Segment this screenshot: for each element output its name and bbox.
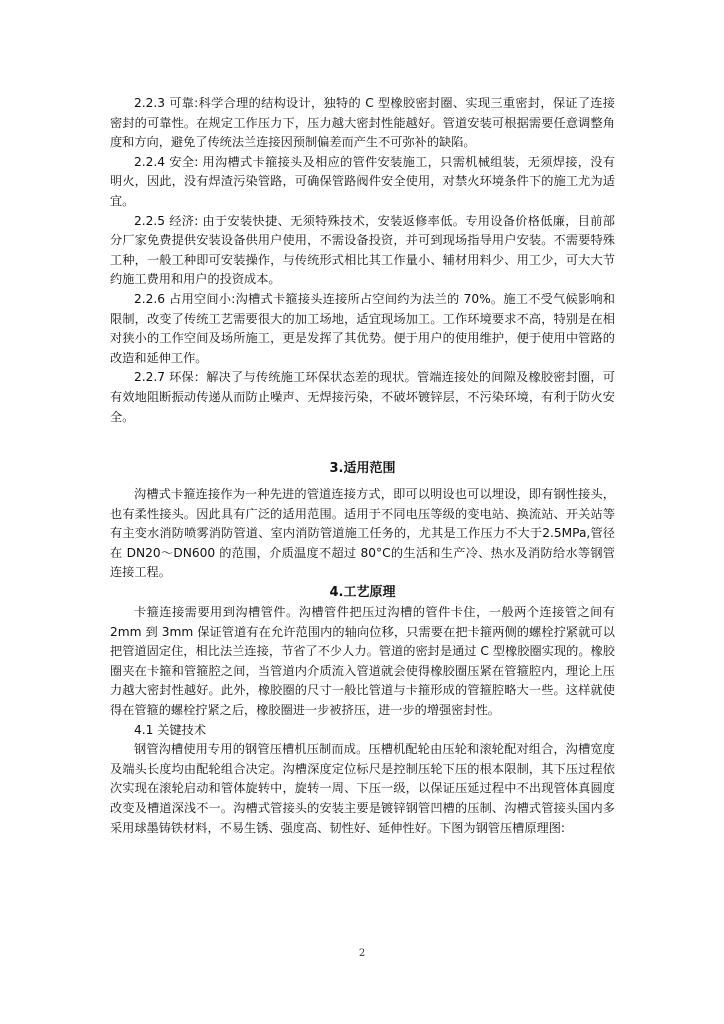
page-number: 2 — [358, 948, 366, 959]
paragraph-scope: 沟槽式卡箍连接作为一种先进的管道连接方式，即可以明设也可以埋设，即有钢性接头，也有柔性接头。因此具有广泛的适用范围。适用于不同电压等级的变电站、换流站、开关站等有主变水消防喷雾消防管道、室内消防管道施工任务的，尤其是工作压力不大于2.5MPa,管径在 DN20〜DN600 的范围，介质温度不超过 80°C的生活和生产冷、热水及消防给水等钢管连接工程。 — [110, 487, 615, 580]
section-heading-scope: 3.适用范围 — [329, 461, 396, 477]
paragraph-key-technology: 钢管沟槽使用专用的钢管压槽机压制而成。压槽机配轮由压轮和滚轮配对组合，沟槽宽度及端头长度均由配轮组合决定。沟槽深度定位标尺是控制压轮下压的根本限制，其下压过程依次实现在滚轮启动和管体旋转中，旋转一周、下压一级，以保证压延过程中不出现管体真圆度改变及槽道深浅不一。沟槽式管接头的安装主要是镀锌钢管凹槽的压制、沟槽式管接头国内多采用球墨铸铁材料，不易生锈、强度高、韧性好、延伸性好。下图为钢管压槽原理图: — [110, 742, 615, 835]
paragraph-space: 2.2.6 占用空间小:沟槽式卡箍接头连接所占空间约为法兰的 70%。施工不受气候影响和限制，改变了传统工艺需要很大的加工场地，适宜现场加工。工作环境要求不高，特别是在相对狭小的工作空间及场所施工，更是发挥了其优势。便于用户的使用维护，便于使用中管路的改造和延伸工作。 — [110, 291, 615, 365]
paragraph-environment: 2.2.7 环保：解决了与传统施工环保状态差的现状。管端连接处的间隙及橡胶密封圈，可有效地阻断振动传递从而防止噪声、无焊接污染，不破坏镀锌层，不污染环境，有利于防火安全。 — [110, 370, 615, 424]
subheading-key-technology: 4.1 关键技术 — [134, 722, 207, 737]
section-heading-principle: 4.工艺原理 — [329, 585, 396, 601]
paragraph-safety: 2.2.4 安全: 用沟槽式卡箍接头及相应的管件安装施工，只需机械组装，无须焊接，没有明火，因此，没有焊渣污染管路，可确保管路阀件安全使用，对禁火环境条件下的施工尤为适宜。 — [110, 154, 615, 208]
document-body — [110, 94, 615, 838]
paragraph-principle: 卡箍连接需要用到沟槽管件。沟槽管件把压过沟槽的管件卡住，一般两个连接管之间有 2mm 到 3mm 保证管道有在允许范围内的轴向位移，只需要在把卡箍两侧的螺栓拧紧就可以把管道固定住，相比法兰连接，节省了不少人力。管道的密封是通过 C 型橡胶圈实现的。橡胶圈夹在卡箍和管箍腔之间，当管道内介质流入管道就会使得橡胶圈压紧在管箍腔内，理论上压力越大密封性越好。此外，橡胶圈的尺寸一般比管道与卡箍形成的管箍腔略大一些。这样就使得在管箍的螺栓拧紧之后，橡胶圈进一步被挤压，进一步的增强密封性。 — [110, 605, 615, 718]
paragraph-reliability: 2.2.3 可靠:科学合理的结构设计，独特的 C 型橡胶密封圈、实现三重密封，保证了连接密封的可靠性。在规定工作压力下，压力越大密封性能越好。管道安装可根据需要任意调整角度和方向，避免了传统法兰连接因预制偏差而产生不可弥补的缺陷。 — [110, 96, 615, 150]
paragraph-economy: 2.2.5 经济: 由于安装快捷、无须特殊技术，安装返修率低。专用设备价格低廉，目前部分厂家免费提供安装设备供用户使用，不需设备投资，并可到现场指导用户安装。不需要特殊工种，一般工种即可安装操作，与传统形式相比其工作量小、辅材用料少、用工少，可大大节约施工费用和用户的投资成本。 — [110, 213, 615, 287]
